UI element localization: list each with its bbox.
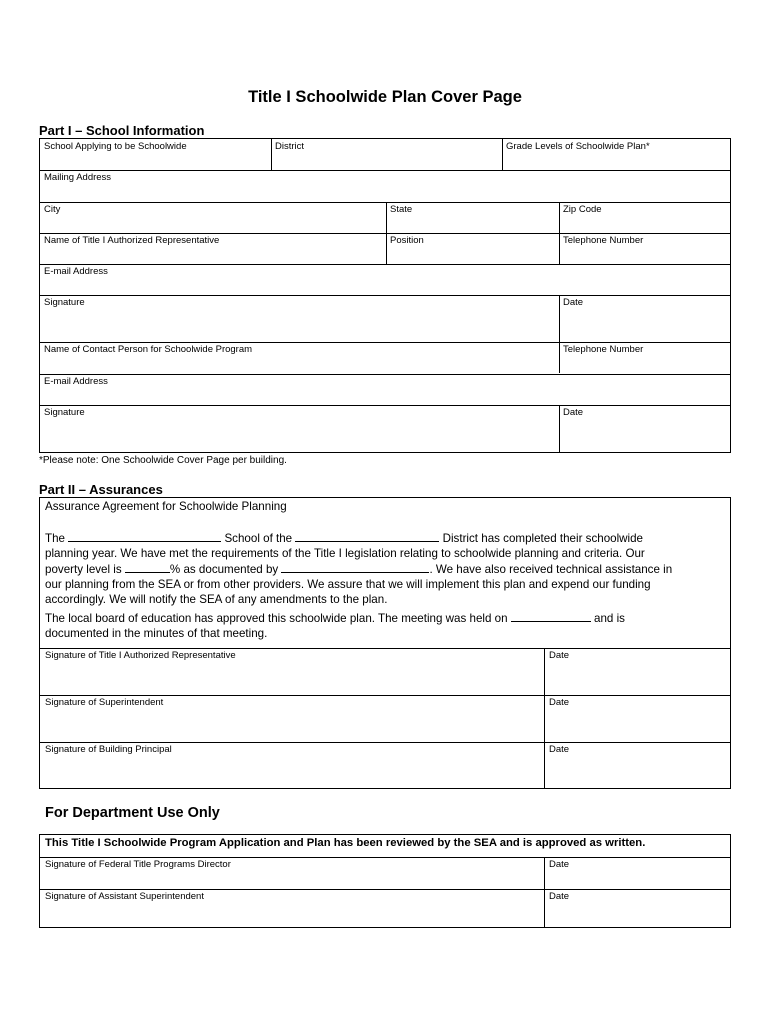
district-field[interactable]: District [275,141,305,152]
sig-principal-field[interactable]: Signature of Building Principal [45,744,172,755]
department-use-table [39,834,731,928]
meeting-date-blank[interactable] [511,610,591,622]
representative-date-field[interactable]: Date [563,297,584,308]
sig-assistant-field[interactable]: Signature of Assistant Superintendent [45,891,204,902]
part2-heading: Part II – Assurances [39,482,163,497]
representative-signature-field[interactable]: Signature [44,297,85,308]
representative-name-field[interactable]: Name of Title I Authorized Representative [44,235,220,246]
zip-code-field[interactable]: Zip Code [563,204,602,215]
position-field[interactable]: Position [390,235,424,246]
contact-telephone-field[interactable]: Telephone Number [563,344,644,355]
city-field[interactable]: City [44,204,61,215]
part1-heading: Part I – School Information [39,123,205,138]
school-applying-field[interactable]: School Applying to be Schoolwide [44,141,187,152]
department-use-heading: For Department Use Only [45,805,220,821]
sig-director-date-field[interactable]: Date [549,859,570,870]
representative-email-field[interactable]: E-mail Address [44,266,108,277]
contact-date-field[interactable]: Date [563,407,584,418]
agreement-title: Assurance Agreement for Schoolwide Planning [45,500,287,513]
sig-superintendent-field[interactable]: Signature of Superintendent [45,697,164,708]
contact-name-field[interactable]: Name of Contact Person for Schoolwide Program [44,344,253,355]
contact-email-field[interactable]: E-mail Address [44,376,108,387]
assurance-paragraph-2: The local board of education has approved this schoolwide plan. The meeting was held on and is documented in the minutes of that meeting. [45,612,625,640]
school-name-blank[interactable] [68,530,221,542]
sig-director-field[interactable]: Signature of Federal Title Programs Director [45,859,231,870]
school-information-table [39,138,731,453]
state-field[interactable]: State [390,204,413,215]
sig-superintendent-date-field[interactable]: Date [549,697,570,708]
contact-signature-field[interactable]: Signature [44,407,85,418]
sig-principal-date-field[interactable]: Date [549,744,570,755]
mailing-address-field[interactable]: Mailing Address [44,172,112,183]
cover-page-note: *Please note: One Schoolwide Cover Page per building. [39,455,287,466]
documented-by-blank[interactable] [281,561,429,573]
sig-representative-date-field[interactable]: Date [549,650,570,661]
page-title: Title I Schoolwide Plan Cover Page [248,88,522,106]
grade-levels-field[interactable]: Grade Levels of Schoolwide Plan* [506,141,650,152]
assurance-paragraph-1: The School of the District has completed their schoolwide planning year. We have met the requirements of the Title I legislation relating to schoolwide planning and criteria. Our poverty level is % as documented by . We have also received technical assistance in our planning from the SEA or from other providers. We assure that we will implement this plan and expend our funding accordingly. We will notify the SEA of any amendments to the plan. [45,532,673,606]
sig-representative-field[interactable]: Signature of Title I Authorized Representative [45,650,236,661]
district-name-blank[interactable] [295,530,439,542]
representative-telephone-field[interactable]: Telephone Number [563,235,644,246]
poverty-level-blank[interactable] [125,561,170,573]
approval-statement: This Title I Schoolwide Program Application and Plan has been reviewed by the SEA and is approved as written. [45,837,646,849]
assurances-table [39,497,731,789]
sig-assistant-date-field[interactable]: Date [549,891,570,902]
